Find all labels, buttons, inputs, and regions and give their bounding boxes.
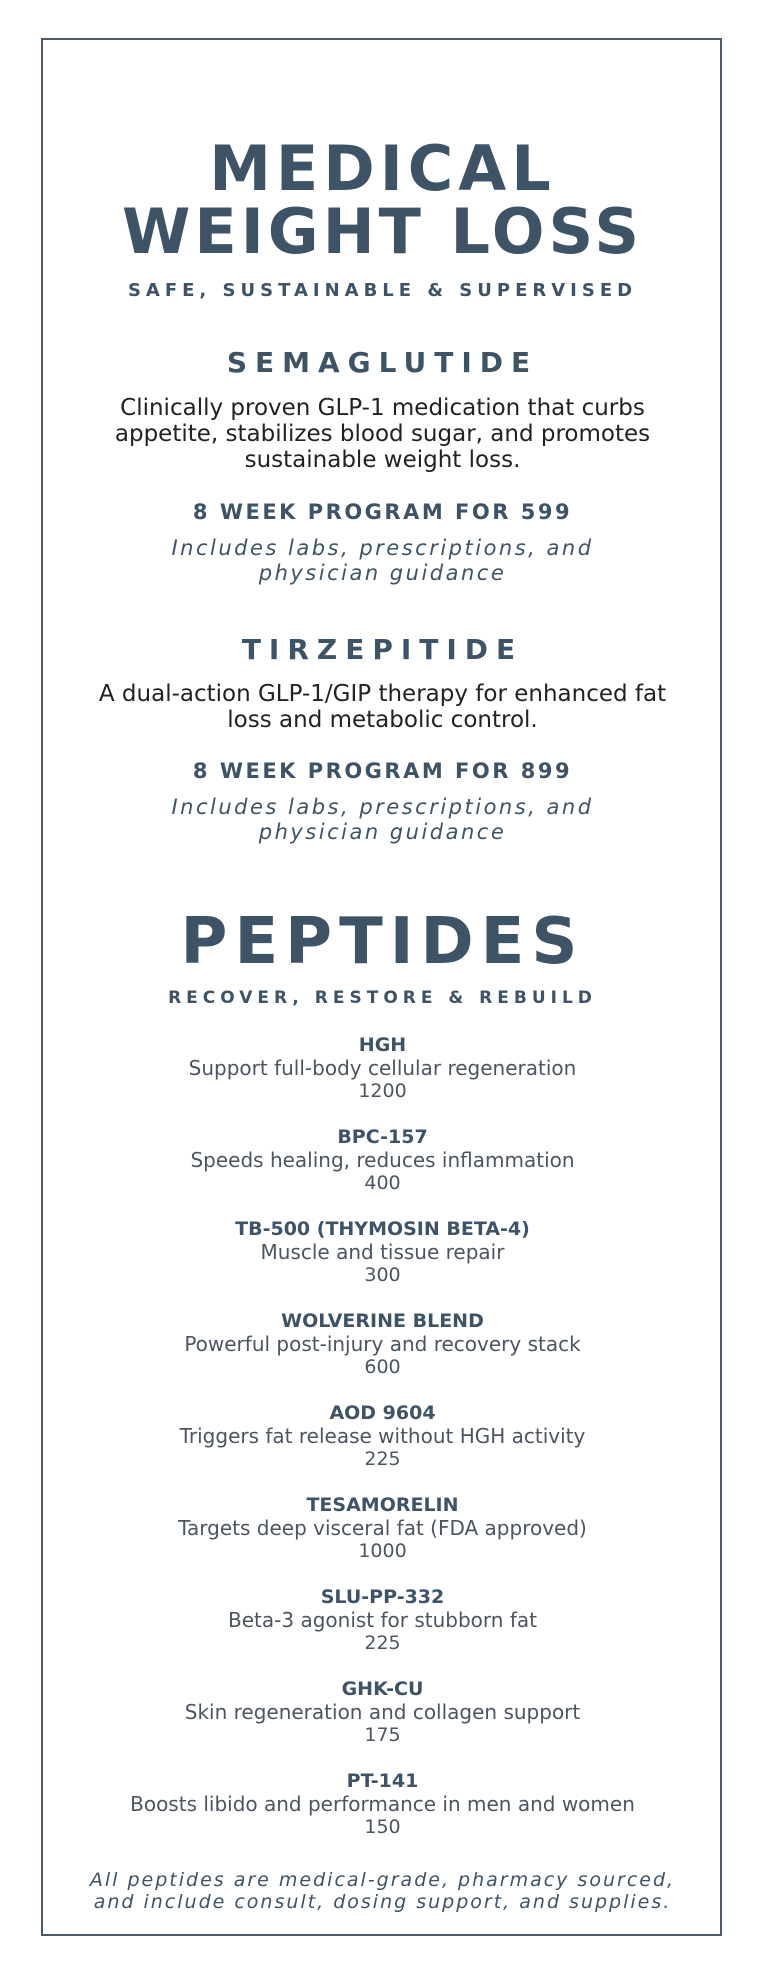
list-item	[0, 1586, 765, 1654]
list-item	[0, 1126, 765, 1194]
page-title-line1: MEDICAL	[209, 132, 556, 205]
peptide-price: 400	[364, 1172, 401, 1194]
tirzepitide-program: 8 WEEK PROGRAM FOR 899	[192, 759, 573, 783]
tirzepitide-description: A dual-action GLP-1/GIP therapy for enhanced fat loss and metabolic control.	[98, 681, 667, 733]
peptide-name: BPC-157	[337, 1126, 428, 1148]
peptide-name: GHK-CU	[341, 1678, 424, 1700]
peptide-name: TB-500 (THYMOSIN BETA-4)	[235, 1218, 530, 1240]
peptide-name: TESAMORELIN	[306, 1494, 459, 1516]
peptide-price: 150	[364, 1816, 401, 1838]
list-item	[0, 1678, 765, 1746]
peptide-description: Speeds healing, reduces inflammation	[190, 1148, 575, 1172]
list-item	[0, 1034, 765, 1102]
peptide-price: 175	[364, 1724, 401, 1746]
peptide-description: Boosts libido and performance in men and women	[130, 1792, 635, 1816]
peptide-name: HGH	[358, 1034, 407, 1056]
peptide-description: Powerful post-injury and recovery stack	[184, 1332, 581, 1356]
peptide-description: Support full-body cellular regeneration	[188, 1056, 577, 1080]
peptide-price: 225	[364, 1632, 401, 1654]
peptide-name: PT-141	[346, 1770, 419, 1792]
weight-loss-tagline: SAFE, SUSTAINABLE & SUPERVISED	[127, 280, 638, 301]
peptide-price: 600	[364, 1356, 401, 1378]
peptide-description: Triggers fat release without HGH activity	[179, 1424, 586, 1448]
peptide-price: 1000	[358, 1540, 407, 1562]
list-item	[0, 1494, 765, 1562]
peptide-name: WOLVERINE BLEND	[281, 1310, 484, 1332]
tirzepitide-heading: TIRZEPITIDE	[241, 633, 524, 666]
peptides-title: PEPTIDES	[180, 905, 585, 979]
peptide-price: 225	[364, 1448, 401, 1470]
semaglutide-program: 8 WEEK PROGRAM FOR 599	[192, 500, 573, 524]
peptide-name: SLU-PP-332	[320, 1586, 445, 1608]
peptide-price: 300	[364, 1264, 401, 1286]
peptide-description: Targets deep visceral fat (FDA approved)	[178, 1516, 587, 1540]
list-item	[0, 1770, 765, 1838]
peptide-description: Beta-3 agonist for stubborn fat	[228, 1608, 537, 1632]
semaglutide-description: Clinically proven GLP-1 medication that curbs appetite, stabilizes blood sugar, and promotes sustainable weight loss.	[114, 395, 651, 473]
semaglutide-heading: SEMAGLUTIDE	[226, 346, 539, 379]
peptide-name: AOD 9604	[329, 1402, 436, 1424]
list-item	[0, 1402, 765, 1470]
peptides-tagline: RECOVER, RESTORE & REBUILD	[168, 988, 597, 1008]
peptide-price: 1200	[358, 1080, 407, 1102]
list-item	[0, 1310, 765, 1378]
peptide-description: Skin regeneration and collagen support	[184, 1700, 581, 1724]
list-item	[0, 1218, 765, 1286]
page-title-line2: WEIGHT LOSS	[122, 195, 643, 268]
peptide-description: Muscle and tissue repair	[260, 1240, 505, 1264]
peptides-footer-note: All peptides are medical-grade, pharmacy sourced, and include consult, dosing support, and supplies.	[89, 1869, 676, 1913]
tirzepitide-includes: Includes labs, prescriptions, and physician guidance	[171, 795, 594, 844]
semaglutide-includes: Includes labs, prescriptions, and physician guidance	[171, 536, 594, 585]
